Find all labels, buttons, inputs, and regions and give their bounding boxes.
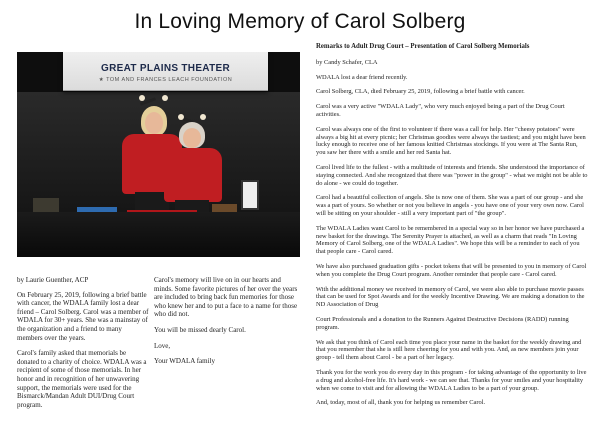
banner-title: GREAT PLAINS THEATER: [101, 63, 230, 74]
byline: by Laurie Guenther, ACP: [17, 276, 89, 284]
left-article-column-1: [17, 276, 149, 416]
face: [183, 128, 201, 148]
paragraph: Carol had a beautiful collection of angels. She is now one of them. She was a part of our group - and she was a part of yours. So whether or not you believe in angels - you have one of your very own now. Carol will be sitting on your shoulder - still a very important part of "the group".: [316, 194, 584, 217]
paragraph: And, today, most of all, thank you for helping us remember Carol.: [316, 399, 486, 407]
antler-ornament: [162, 95, 168, 101]
left-article-column-2: [154, 276, 298, 373]
page-title: In Loving Memory of Carol Solberg: [134, 10, 466, 33]
antler-ornament: [139, 95, 145, 101]
paragraph: We have also purchased graduation gifts - pocket tokens that will be presented to you in memory of Carol when you complete the Drug Court program. Another reminder that people care - Carol cared.: [316, 262, 587, 278]
theater-banner: [63, 52, 268, 91]
antler-ornament: [200, 114, 206, 120]
paragraph: Your WDALA family: [154, 357, 215, 366]
table: [17, 212, 300, 257]
article-title: Remarks to Adult Drug Court – Presentation of Carol Solberg Memorials: [316, 43, 530, 50]
paragraph: Carol was always one of the first to volunteer if there was a call for help. Her "cheesy potatoes" were always a big hit at every picnic; her Christmas goodies were always the tastiest; and you might have been lucky enough to receive one of her famous knitted Christmas stockings. If you were at The Santa Run, you saw her there with a smile and her red Santa hat.: [316, 125, 586, 157]
paragraph: Carol was a very active "WDALA Lady", who very much enjoyed being a part of the Drug Court activities.: [316, 103, 565, 118]
paragraph: Thank you for the work you do every day in this program - for taking advantage of the opportunity to live a drug and alcohol-free life. It's hard work - we can see that. Thanks for your smiles and your hospitality when we come to visit and for allowing the WDALA Ladies to be a part of your group.: [316, 368, 587, 392]
red-sweater: [164, 148, 222, 202]
paragraph: Carol Solberg, CLA, died February 25, 2019, following a brief battle with cancer.: [316, 88, 525, 96]
paragraph: Court Professionals and a donation to the Runners Against Destructive Decisions (RADD) running program.: [316, 315, 569, 331]
face: [145, 112, 163, 134]
paragraph: WDALA lost a dear friend recently.: [316, 73, 408, 81]
paragraph: On February 25, 2019, following a brief battle with cancer, the WDALA family lost a dear friend – Carol Solberg. Carol was a member of WDALA for 30+ years. She was a mainstay of the organization and a friend to many members over the years.: [17, 290, 149, 342]
paragraph: Carol's family asked that memorials be donated to a charity of choice. WDALA was a recipient of some of those memorials. In her honor and in recognition of her unwavering support, the memorials were used for the Bismarck/Mandan Adult DUI/Drug Court program.: [17, 349, 147, 409]
paragraph: Love,: [154, 341, 171, 350]
paragraph: You will be missed dearly Carol.: [154, 325, 246, 334]
banner-subtitle: ★ TOM AND FRANCES LEACH FOUNDATION: [98, 77, 233, 83]
remarks-article: [316, 43, 588, 414]
antler-ornament: [178, 114, 184, 120]
memorial-photo: [17, 52, 300, 257]
paragraph: With the additional money we received in memory of Carol, we were also able to purchase movie passes that can be used for Spot Awards and for the weekly Incentive Drawing. We are making a donation to the ND Association of Drug: [316, 285, 585, 309]
paragraph: by Candy Schafer, CLA: [316, 58, 378, 66]
paragraph: Carol lived life to the fullest - with a multitude of interests and friends. She understood the importance of staying connected. And she recognized that there was "power in the group" - what we might not be able to do alone - we could do together.: [316, 163, 588, 187]
paragraph: The WDALA Ladies want Carol to be remembered in a special way so in her honor we have purchased a new basket for the drawings. The Serenity Prayer is attached, as well as a charm that reads "In Loving Memory of Carol Solberg, one of the WDALA Ladies". We hope this will be a reminder to each of you that people care - Carol cared.: [316, 224, 585, 256]
framed-sign: [241, 180, 259, 210]
paragraph: We ask that you think of Carol each time you place your name in the basket for the weekly drawing and that you remember that she is still here cheering for you and with you. And, as new members join your group - tell them about Carol - be a part of her legacy.: [316, 338, 582, 362]
paragraph: Carol's memory will live on in our hearts and minds. Some favorite pictures of her over the years are included to bring back fun memories for those who knew her and to put a face to a name for those who did not.: [154, 276, 298, 319]
